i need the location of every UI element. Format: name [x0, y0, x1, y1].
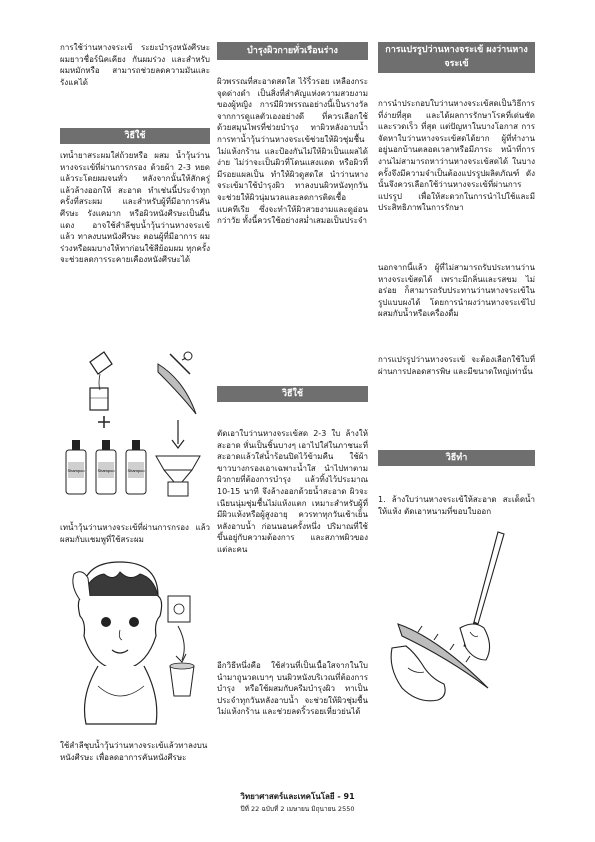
- footer-title: [0, 790, 595, 804]
- girl-scalp-illustration: [60, 556, 210, 726]
- body-method-text: ตัดเอาใบว่านหางจระเข้สด 2-3 ใบ ล้างให้สะอาด หั่นเป็นชิ้นบางๆ เอาไปใส่ในภาชนะที่สะอาดแล้วใส่น้ำร้อนปิดไว้ข้ามคืน ใช้ผ้าขาวบางกรองเอาเฉพาะน้ำใส นำไปทาตามผิวกายที่ต้องการบำรุง แล้วทิ้งไว้ประมาณ 10-15 นาที จึงล้างออกด้วยน้ำสะอาด ผิวจะเนียนนุ่มชุ่มชื้นไม่แห้งแตก เหมาะสำหรับผู้ที่มีผิวแห้งหรือผู้สูงอายุ ควรทาทุกวันเช้าเย็นหลังอาบน้ำ ก่อนนอนครั้งหนึ่ง ปริมาณที่ใช้ ขึ้นอยู่กับความต้องการ และสภาพผิวของแต่ละคน: [217, 429, 368, 554]
- footer-page-number: 91: [343, 792, 355, 801]
- processing-text: การนำประกอบใบว่านหางจระเข้สดเป็นวิธีการที่ง่ายที่สุด และได้ผลการรักษาโรคที่เด่นชัดและรวดเร็ว ที่สุด แต่ปัญหาในบางโอกาส การจัดหาใบว่านหางจระเข้สดได้ยาก ผู้ที่ทำงานอยู่นอกบ้านตลอดเวลาหรือมีภาระ หน้าที่การงานไม่สามารถหาว่านหางจระเข้สดได้ ในบางครั้งจึงมีความจำเป็นต้องแปรรูปผลิตภัณฑ์ ดังนั้นจึงควรเลือกใช้ว่านหางจระเข้ที่ผ่านการแปรรูป เพื่อให้สะดวกในการนำไปใช้และมีประสิทธิภาพในการรักษา: [378, 99, 535, 213]
- footer-journal-title: วิทยาศาสตร์และเทคโนโลยี: [240, 792, 335, 801]
- footer-issue: ปีที่ 22 ฉบับที่ 2 เมษายน มิถุนายน 2550: [240, 805, 355, 813]
- girl-face-icon: [78, 562, 161, 724]
- section-heading-method: [378, 450, 535, 466]
- body-method-text-2: อีกวิธีหนึ่งคือ ใช้ส่วนที่เป็นเนื้อใสจากในใบนำมาถูนวดเบาๆ บนผิวหนังบริเวณที่ต้องการบำรุง หรือใช้ผสมกับครีมบำรุงผิว ทาเป็นประจำทุกวันหลังอาบน้ำ จะช่วยให้ผิวชุ่มชื้นไม่แห้งกร้าน และช่วยลดริ้วรอยเหี่ยวย่นได้: [217, 661, 368, 717]
- aloe-cutting-illustration: [378, 528, 535, 728]
- processing-text-2: นอกจากนี้แล้ว ผู้ที่ไม่สามารถรับประทานว่านหางจระเข้สดได้ เพราะมีกลิ่นและรสขม ไม่อร่อย ก็สามารถรับประทานว่านหางจระเข้ในรูปแบบผงได้ โดยการนำผงว่านหางจระเข้ไปผสมกับน้ำหรือเครื่องดื่ม: [378, 263, 535, 319]
- hair-method-text: เทน้ำยาสระผมใส่ถ้วยหรือ ผสม น้ำวุ้นว่านหางจระเข้ที่ผ่านการกรอง ด้วยผ้า 2-3 หยด แล้วระโดยผมจนทั่ว หลังจากนั้นให้สักครู่ แล้วล้างออกให้ สะอาด ทำเช่นนี้ประจำทุกครั้งที่สระผม และสำหรับผู้ที่มีอาการคันศีรษะ รังแคมาก หรือผิวหนังศีรษะเป็นผื่นแดง อาจใช้สำลีชุบน้ำวุ้นว่านหางจระเข้ แล้ว ทาลงบนหนังศีรษะ ตอนผู้ที่มีอาการ ผมร่วงหรือผมบางให้ทาก่อนใช้สีย้อมผม ทุกครั้ง จะช่วยลดการระคายเคืองหนังศีรษะได้: [60, 151, 210, 265]
- intro-text: การใช้ว่านหางจระเข้ ระยะบำรุงหนังศีรษะ ผมยาวชื่อร์นิคเคียง กันผมร่วง และสำหรับผมหมักหรือ สามารถช่วยลดความมันและรังแคได้: [60, 43, 210, 87]
- hand-icon: [460, 624, 490, 660]
- section-heading-label: บำรุงผิวกายทั่วเรือนร่าง: [247, 46, 338, 56]
- section-heading-usage-hair: [60, 128, 210, 144]
- section-heading-label: วิธีใช้: [281, 389, 304, 399]
- bottle-label: Shampoo: [97, 468, 115, 473]
- body-care-text: ผิวพรรณที่สะอาดสดใส ไร้ริ้วรอย เหลืองกระจุดด่างดำ เป็นสิ่งที่สำคัญแห่งความสวยงามของผู้หญิง การมีผิวพรรณอย่างนี้เป็นรางวัลจากการดูแลตัวเองอย่างดี ที่ควรเลือกใช้ ด้วยสมุนไพรที่ช่วยบำรุง ทาผิวหลังอาบน้ำ การทาน้ำวุ้นว่านหางจระเข้ช่วยให้ผิวชุ่มชื้น ไม่แห้งกร้าน และป้องกันไม่ให้ผิวเป็นแผลได้ง่าย ไม่ว่าจะเป็นผิวที่โดนแสงแดด หรือผิวที่มีรอยแผลเป็น ทำให้ผิวดูสดใส นำว่านหางจระเข้มาใช้บำรุงผิว ทาลงบนผิวหนังทุกวัน จะช่วยให้ผิวนุ่มนวลและลดการติดเชื้อแบคทีเรีย ซึ่งจะทำให้ผิวสวยงามและดูอ่อนกว่าวัย ทั้งนี้ควรใช้อย่างสม่ำเสมอเป็นประจำ: [217, 77, 368, 226]
- arrow-down-icon: [172, 420, 184, 448]
- section-heading-label: การแปรรูปว่านหางจระเข้ ผงว่านหางจระเข้: [385, 45, 528, 69]
- footer-separator: -: [337, 792, 344, 801]
- bottle-label: Shampoo: [67, 468, 85, 473]
- section-heading-body-care: [217, 42, 368, 60]
- illustration-caption-1: เทน้ำวุ้นว่านหางจระเข้ที่ผ่านการกรอง แล้วผสมกับแชมพูที่ใช้สระผม: [60, 523, 210, 544]
- shampoo-bottle-icon: [66, 440, 86, 494]
- step-1-text: 1. ล้างใบว่านหางจระเข้ให้สะอาด สะเด็ดน้ำให้แห้ง ตัดเอาหนามที่ขอบใบออก: [378, 495, 535, 516]
- measuring-cup-icon: [90, 352, 112, 410]
- cup-icon: [170, 663, 194, 696]
- plus-icon: [98, 416, 110, 428]
- shampoo-bottle-icon: [126, 440, 146, 494]
- strainer-cloth-icon: [156, 456, 200, 496]
- arrow-icon: [176, 626, 186, 662]
- illustration-caption-2: ใช้สำลีชุบน้ำวุ้นว่านหางจระเข้แล้วทาลงบนหนังศีรษะ เพื่อลดอาการคันหนังศีรษะ: [60, 741, 208, 762]
- aloe-leaf-icon: [158, 352, 196, 414]
- processing-text-3: การแปรรูปว่านหางจระเข้ จะต้องเลือกใช้ใบที่ผ่านการปลอดสารพิษ และมีขนาดใหญ่เท่านั้น: [378, 355, 535, 376]
- section-heading-label: วิธีใช้: [124, 131, 146, 141]
- section-heading-processing: [378, 42, 535, 73]
- shampoo-mixing-illustration: [60, 344, 210, 504]
- cotton-ball-icon: [168, 596, 190, 622]
- bottle-label: Shampoo: [127, 468, 145, 473]
- section-heading-label: วิธีทำ: [445, 453, 468, 463]
- shampoo-bottle-icon: [96, 440, 116, 494]
- section-heading-usage-body: [217, 386, 368, 402]
